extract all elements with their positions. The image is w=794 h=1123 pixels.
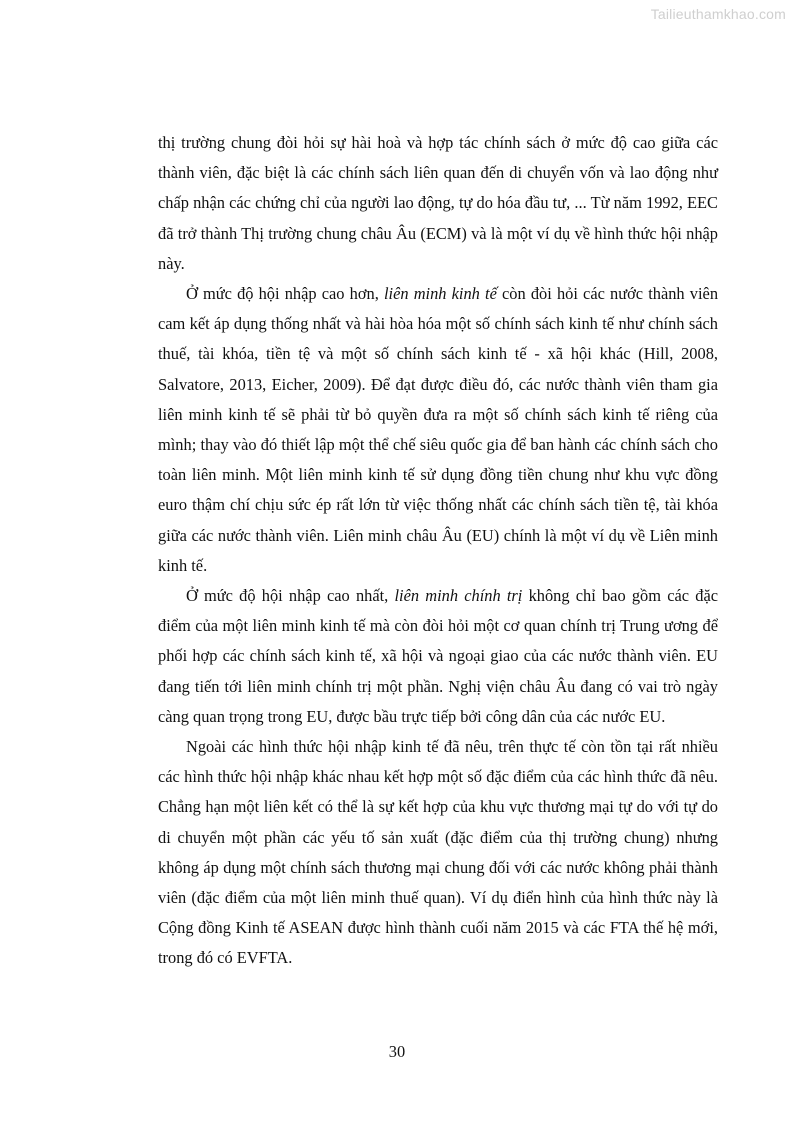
paragraph-4 [158,732,718,974]
paragraph-4-text: Ngoài các hình thức hội nhập kinh tế đã nêu, trên thực tế còn tồn tại rất nhiều các hình thức hội nhập khác nhau kết hợp một số đặc điểm của các hình thức đã nêu. Chẳng hạn một liên kết có thể là sự kết hợp của khu vực thương mại tự do với tự do di chuyển một phần các yếu tố sản xuất (đặc điểm của thị trường chung) nhưng không áp dụng một chính sách thương mại chung đối với các nước không phải thành viên (đặc điểm của một liên minh thuế quan). Ví dụ điển hình của hình thức này là Cộng đồng Kinh tế ASEAN được hình thành cuối năm 2015 và các FTA thế hệ mới, trong đó có EVFTA. [158,737,718,968]
paragraph-2 [158,279,718,581]
paragraph-1-text: thị trường chung đòi hỏi sự hài hoà và hợp tác chính sách ở mức độ cao giữa các thành viên, đặc biệt là các chính sách liên quan đến di chuyển vốn và lao động như chấp nhận các chứng chỉ của người lao động, tự do hóa đầu tư, ... Từ năm 1992, EEC đã trở thành Thị trường chung châu Âu (ECM) và là một ví dụ về hình thức hội nhập này. [158,133,718,273]
paragraph-2-rest: còn đòi hỏi các nước thành viên cam kết áp dụng thống nhất và hài hòa hóa một số chính sách kinh tế như chính sách thuế, tài khóa, tiền tệ và một số chính sách kinh tế - xã hội khác (Hill, 2008, Salvatore, 2013, Eicher, 2009). Để đạt được điều đó, các nước thành viên tham gia liên minh kinh tế sẽ phải từ bỏ quyền đưa ra một số chính sách kinh tế riêng của mình; thay vào đó thiết lập một thể chế siêu quốc gia để ban hành các chính sách cho toàn liên minh. Một liên minh kinh tế sử dụng đồng tiền chung như khu vực đồng euro thậm chí chịu sức ép rất lớn từ việc thống nhất các chính sách tiền tệ, tài khóa giữa các nước thành viên. Liên minh châu Âu (EU) chính là một ví dụ về Liên minh kinh tế. [158,284,719,575]
paragraph-2-lead: Ở mức độ hội nhập cao hơn, [186,284,384,304]
watermark: Tailieuthamkhao.com [650,6,786,22]
paragraph-1 [158,128,718,279]
paragraph-3-lead: Ở mức độ hội nhập cao nhất, [186,586,395,606]
page-body [158,128,718,974]
paragraph-3-rest: không chỉ bao gồm các đặc điểm của một liên minh kinh tế mà còn đòi hỏi một cơ quan chính trị Trung ương để phối hợp các chính sách kinh tế, xã hội và ngoại giao của các nước thành viên. EU đang tiến tới liên minh chính trị một phần. Nghị viện châu Âu đang có vai trò ngày càng quan trọng trong EU, được bầu trực tiếp bởi công dân của các nước EU. [158,586,718,726]
paragraph-3 [158,581,718,732]
page-number: 30 [388,1042,406,1061]
term-political-union: liên minh chính trị [394,586,523,606]
term-economic-union: liên minh kinh tế [383,284,497,304]
